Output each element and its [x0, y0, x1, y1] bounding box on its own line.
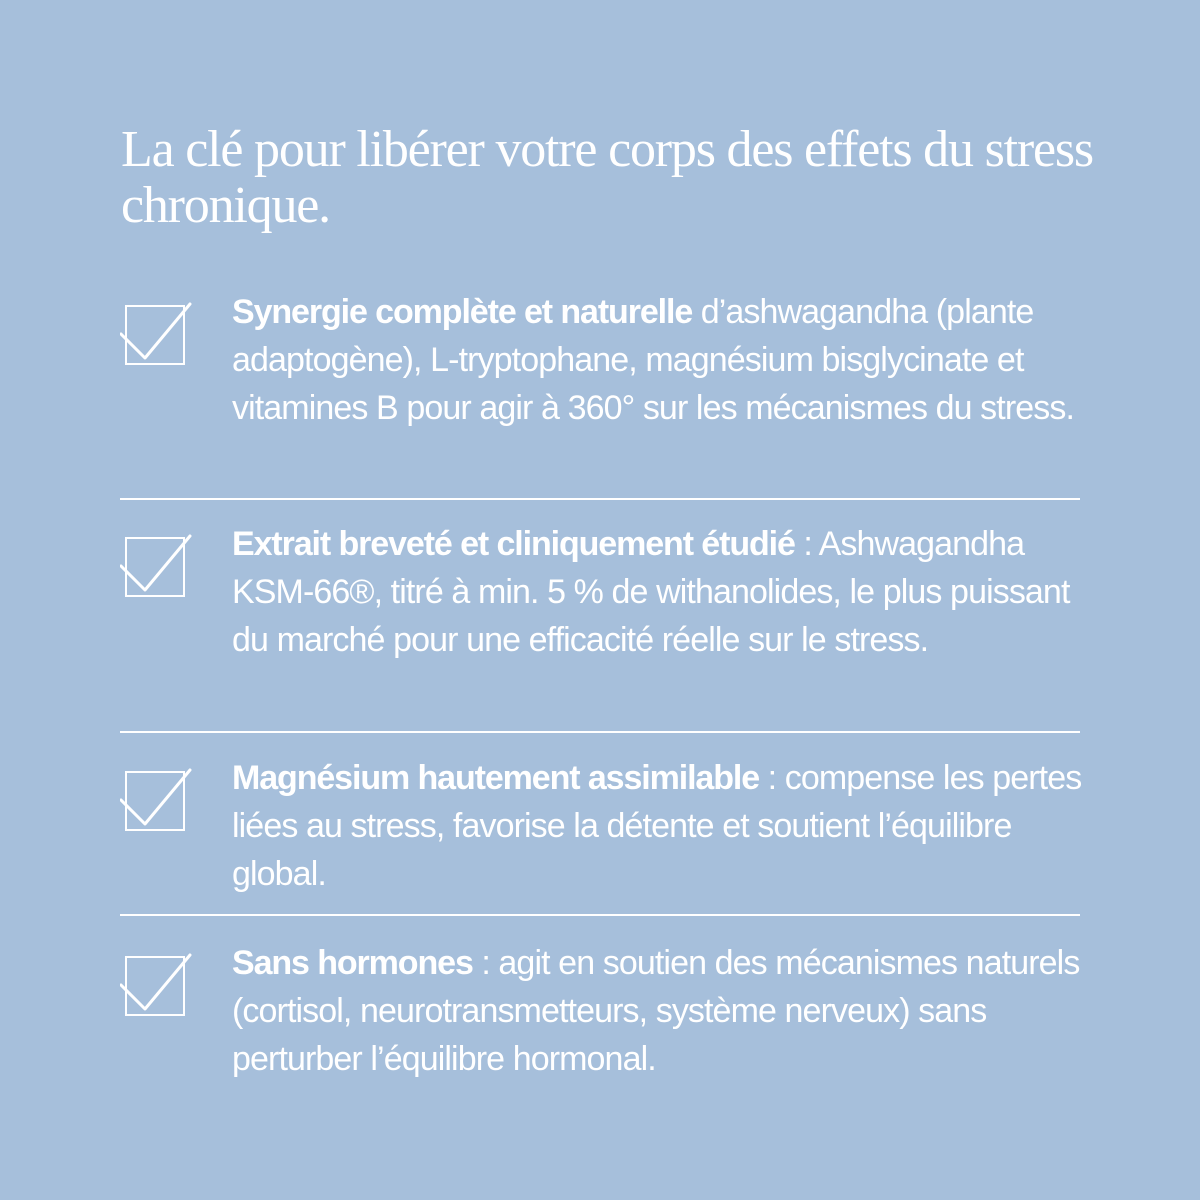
benefit-title: Sans hormones [232, 944, 473, 982]
benefit-text [232, 754, 1092, 898]
divider [120, 498, 1080, 500]
benefit-description: d’ashwagandha (plante adaptogène), L-tryptophane, magnésium bisglycinate et vitamines B pour agir à 360° sur les mécanismes du stress. [232, 293, 1074, 427]
divider [120, 731, 1080, 733]
benefit-description: : agit en soutien des mécanismes naturels (cortisol, neurotransmetteurs, système nerveux) sans perturber l’équilibre hormonal. [232, 944, 1080, 1078]
benefit-item-2 [120, 525, 1080, 718]
headline: La clé pour libérer votre corps des effets du stress chronique. [121, 121, 1093, 234]
checkbox-checked-icon [120, 300, 192, 372]
benefit-title: Extrait breveté et cliniquement étudié [232, 525, 795, 563]
benefit-title: Magnésium hautement assimilable [232, 759, 760, 797]
divider [120, 914, 1080, 916]
benefit-text [232, 520, 1092, 664]
checkbox-checked-icon [120, 766, 192, 838]
benefit-text [232, 939, 1092, 1083]
checkbox-checked-icon [120, 532, 192, 604]
benefit-description: : Ashwagandha KSM-66®, titré à min. 5 % de withanolides, le plus puissant du marché pour une efficacité réelle sur le stress. [232, 525, 1070, 659]
benefit-item-1 [120, 293, 1080, 486]
benefit-item-3 [120, 759, 1082, 902]
benefit-description: : compense les pertes liées au stress, favorise la détente et soutient l’équilibre global. [232, 759, 1082, 893]
checkbox-checked-icon [120, 951, 192, 1023]
benefit-text [232, 288, 1092, 432]
benefit-title: Synergie complète et naturelle [232, 293, 693, 331]
benefit-item-4 [120, 944, 1080, 1087]
